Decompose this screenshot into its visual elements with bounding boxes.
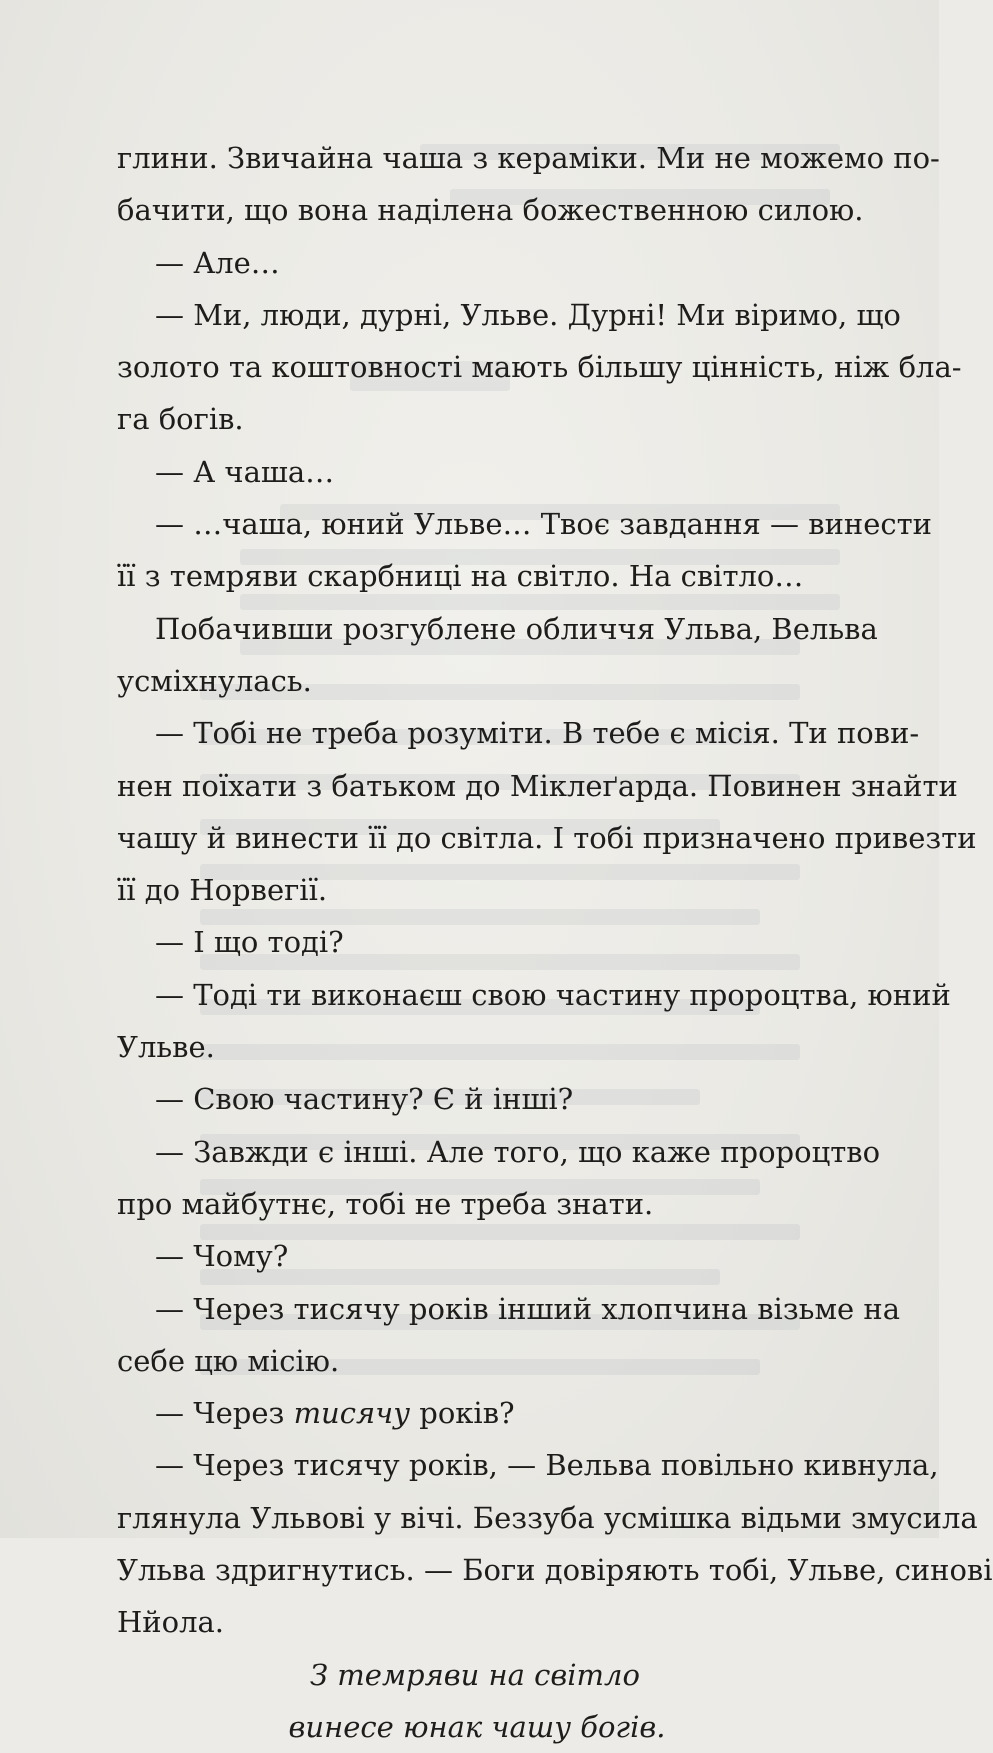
dialogue-line: — Тобі не треба розуміти. В тебе є місія. Ти пови- bbox=[155, 716, 920, 751]
text-line: га богів. bbox=[117, 402, 244, 437]
text-line: усміхнулась. bbox=[117, 663, 312, 698]
text-line: нен поїхати з батьком до Міклеґарда. Повинен знайти bbox=[117, 768, 958, 803]
dialogue-line: — Завжди є інші. Але того, що каже пророцтво bbox=[155, 1134, 881, 1169]
dialogue-line: — Але… bbox=[155, 245, 280, 280]
italic-word: тисячу bbox=[293, 1396, 411, 1431]
dialogue-line: — Через тисячу років, — Вельва повільно кивнула, bbox=[155, 1448, 939, 1483]
text-line: Нйола. bbox=[117, 1605, 225, 1640]
dialogue-line: — Тоді ти виконаєш свою частину пророцтва, юний bbox=[155, 977, 951, 1012]
text-line: її з темряви скарбниці на світло. На світло… bbox=[117, 559, 804, 594]
italic-line-after: років? bbox=[410, 1396, 515, 1431]
text-line: чашу й винести її до світла. І тобі призначено привезти bbox=[117, 820, 977, 855]
text-line: бачити, що вона наділена божественною силою. bbox=[117, 193, 864, 228]
page-text bbox=[117, 132, 993, 1753]
poem-line: винесе юнак чашу богів. bbox=[288, 1709, 666, 1744]
dialogue-line: — Чому? bbox=[155, 1239, 289, 1274]
text-line: глини. Звичайна чаша з кераміки. Ми не можемо по- bbox=[117, 141, 940, 175]
text-line: себе цю місію. bbox=[117, 1343, 340, 1378]
dialogue-line: — І що тоді? bbox=[155, 925, 344, 960]
italic-line-before: — Через bbox=[155, 1396, 294, 1431]
poem-line: З темряви на світло bbox=[310, 1657, 640, 1692]
dialogue-line: — Через тисячу років інший хлопчина візьме на bbox=[155, 1291, 900, 1326]
text-line: Побачивши розгублене обличчя Ульва, Вельва bbox=[155, 611, 878, 646]
dialogue-line: — А чаша… bbox=[155, 454, 335, 489]
text-line: золото та коштовності мають більшу цінність, ніж бла- bbox=[117, 350, 962, 385]
text-line: про майбутнє, тобі не треба знати. bbox=[117, 1186, 654, 1221]
text-line: глянула Ульвові у вічі. Беззуба усмішка відьми змусила bbox=[117, 1500, 978, 1535]
dialogue-line: — Ми, люди, дурні, Ульве. Дурні! Ми віримо, що bbox=[155, 297, 901, 332]
dialogue-line: — Свою частину? Є й інші? bbox=[155, 1082, 574, 1117]
dialogue-line-italic bbox=[117, 1387, 829, 1439]
text-line: її до Норвегії. bbox=[117, 873, 328, 908]
dialogue-line: — …чаша, юний Ульве… Твоє завдання — винести bbox=[155, 507, 933, 542]
text-line: Ульве. bbox=[117, 1030, 215, 1065]
text-line: Ульва здригнутись. — Боги довіряють тобі, Ульве, синові bbox=[117, 1553, 993, 1588]
